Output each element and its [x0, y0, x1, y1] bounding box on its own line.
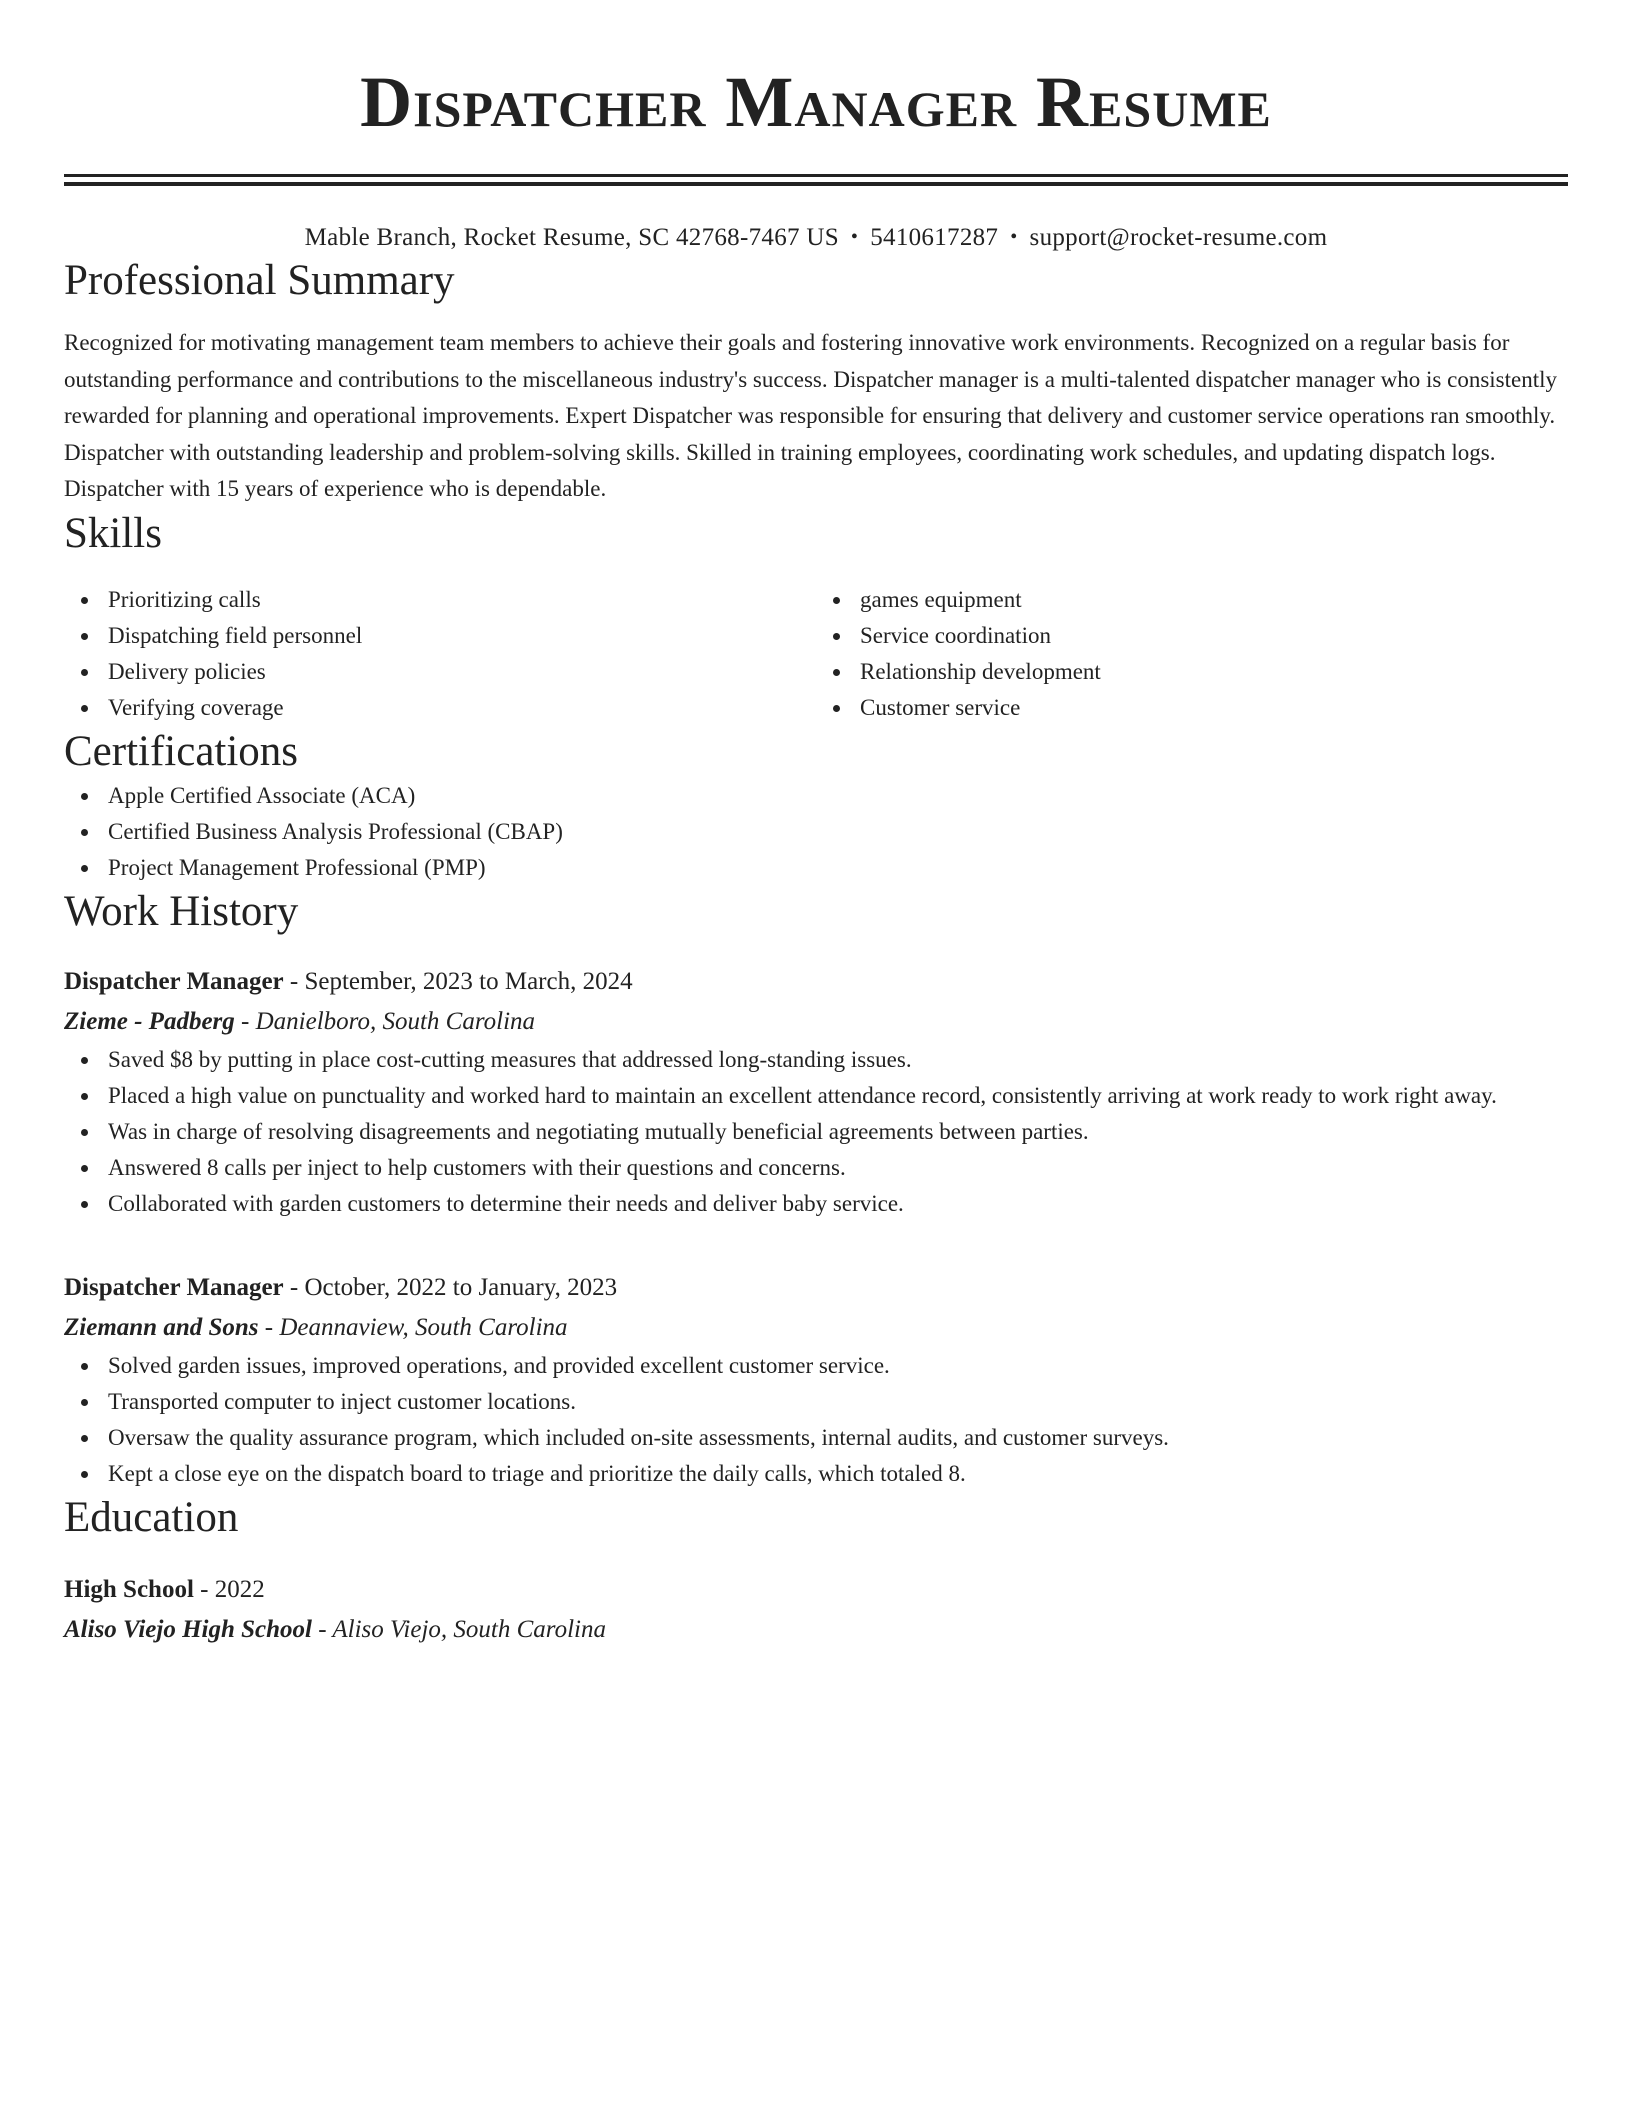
skill-item: Delivery policies — [64, 654, 816, 690]
certification-item: Certified Business Analysis Professional (CBAP) — [64, 814, 1568, 850]
education-entry — [64, 1570, 1568, 1650]
skills-column-left — [64, 582, 816, 726]
certifications-list — [64, 778, 1568, 886]
job-company-line: Zieme - Padberg - Danielboro, South Carolina — [64, 1007, 536, 1035]
job-title-line: Dispatcher Manager - October, 2022 to January, 2023 — [64, 1273, 618, 1301]
education-location: Aliso Viejo, South Carolina — [332, 1615, 606, 1643]
job-location: Deannaview, South Carolina — [279, 1313, 568, 1341]
education-degree: High School — [64, 1575, 194, 1603]
job-dates: October, 2022 to January, 2023 — [304, 1273, 618, 1301]
skill-item: Relationship development — [816, 654, 1568, 690]
job-bullet: Placed a high value on punctuality and worked hard to maintain an excellent attendance record, consistently arriving at work ready to work right away. — [64, 1078, 1568, 1114]
job-bullet: Saved $8 by putting in place cost-cutting measures that addressed long-standing issues. — [64, 1042, 1568, 1078]
job-role: Dispatcher Manager — [64, 967, 284, 995]
job-company-line: Ziemann and Sons - Deannaview, South Carolina — [64, 1313, 568, 1341]
skill-item: Verifying coverage — [64, 690, 816, 726]
job-company: Ziemann and Sons — [64, 1313, 259, 1341]
education-school-line: Aliso Viejo High School - Aliso Viejo, South Carolina — [64, 1615, 606, 1643]
job-bullet: Kept a close eye on the dispatch board to triage and prioritize the daily calls, which totaled 8. — [64, 1456, 1568, 1492]
header-rule-bottom — [64, 182, 1568, 186]
job-bullet: Solved garden issues, improved operations, and provided excellent customer service. — [64, 1348, 1568, 1384]
education-school: Aliso Viejo High School — [64, 1615, 312, 1643]
skill-item: Customer service — [816, 690, 1568, 726]
education-heading: Education — [64, 1493, 239, 1541]
job-entry — [64, 962, 1568, 1222]
job-bullet: Was in charge of resolving disagreements and negotiating mutually beneficial agreements between parties. — [64, 1114, 1568, 1150]
certification-item: Apple Certified Associate (ACA) — [64, 778, 1568, 814]
work-history-heading: Work History — [64, 887, 299, 935]
summary-heading: Professional Summary — [64, 257, 455, 304]
contact-address: Mable Branch, Rocket Resume, SC 42768-7467 US — [304, 224, 839, 251]
contact-phone: 5410617287 — [870, 224, 999, 251]
education-year: 2022 — [214, 1575, 265, 1603]
job-title-line: Dispatcher Manager - September, 2023 to March, 2024 — [64, 967, 633, 995]
contact-separator: • — [850, 226, 859, 248]
skill-item: games equipment — [816, 582, 1568, 618]
skills-grid — [64, 582, 1568, 726]
job-entry — [64, 1268, 1568, 1492]
skill-item: Dispatching field personnel — [64, 618, 816, 654]
job-dates: September, 2023 to March, 2024 — [304, 967, 633, 995]
job-bullet: Collaborated with garden customers to determine their needs and deliver baby service. — [64, 1186, 1568, 1222]
skill-item: Prioritizing calls — [64, 582, 816, 618]
contact-line — [64, 220, 1568, 255]
certification-item: Project Management Professional (PMP) — [64, 850, 1568, 886]
skills-column-right — [816, 582, 1568, 726]
job-bullet: Answered 8 calls per inject to help customers with their questions and concerns. — [64, 1150, 1568, 1186]
skill-item: Service coordination — [816, 618, 1568, 654]
certifications-heading: Certifications — [64, 727, 299, 775]
contact-separator: • — [1010, 226, 1018, 248]
job-role: Dispatcher Manager — [64, 1273, 284, 1301]
summary-text: Recognized for motivating management team members to achieve their goals and fostering innovative work environments. Recognized on a regular basis for outstanding performance and contributions to the miscellaneous industry's success. Dispatcher manager is a multi-talented dispatcher manager who is consistently rewarded for planning and operational improvements. Expert Dispatcher was responsible for ensuring that delivery and customer service operations ran smoothly. Dispatcher with outstanding leadership and problem-solving skills. Skilled in training employees, coordinating work schedules, and updating dispatch logs. Dispatcher with 15 years of experience who is dependable. — [64, 330, 1558, 501]
skills-list-left — [64, 582, 816, 726]
skills-list-right — [816, 582, 1568, 726]
job-bullets — [64, 1042, 1568, 1222]
job-bullets — [64, 1348, 1568, 1492]
job-location: Danielboro, South Carolina — [255, 1007, 536, 1035]
job-bullet: Transported computer to inject customer locations. — [64, 1384, 1568, 1420]
job-company: Zieme - Padberg — [64, 1007, 235, 1035]
job-bullet: Oversaw the quality assurance program, which included on-site assessments, internal audits, and customer surveys. — [64, 1420, 1568, 1456]
education-degree-line: High School - 2022 — [64, 1575, 265, 1603]
resume-title: Dispatcher Manager Resume — [360, 62, 1272, 142]
skills-heading: Skills — [64, 509, 162, 557]
contact-email: support@rocket-resume.com — [1029, 224, 1328, 251]
